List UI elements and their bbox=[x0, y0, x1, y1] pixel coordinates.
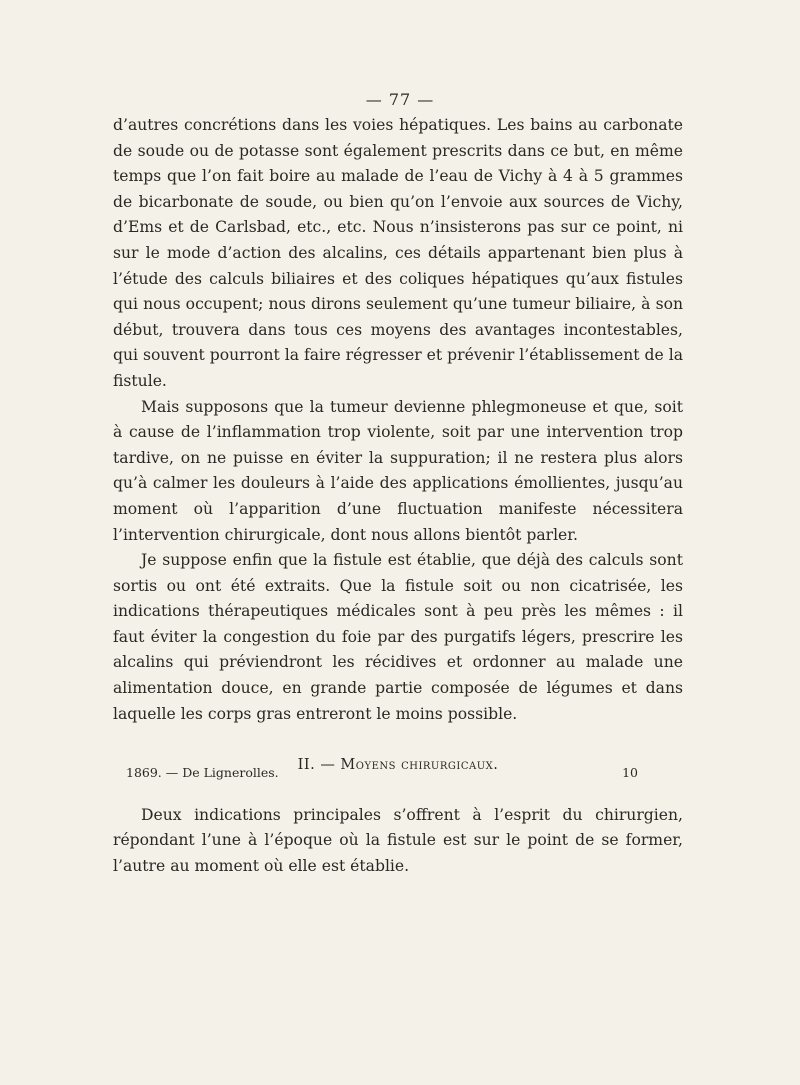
paragraph: Deux indications principales s’offrent à l’esprit du chirurgien, répondant l’une à l’époque où la fistule est sur le point de se former, l’autre au moment où elle est établie. bbox=[113, 805, 683, 876]
section-dash: — bbox=[320, 757, 336, 774]
paragraph: d’autres concrétions dans les voies hépatiques. Les bains au carbonate de soude ou de potasse sont également prescrits dans ce but, en même temps que l’on fait boire au malade de l’eau de Vichy à 4 à 5 grammes de bicarbonate de soude, ou bien qu’on l’envoie aux sources de Vichy, d’Ems et de Carlsbad, etc., etc. Nous n’insisterons pas sur ce point, ni sur le mode d’action des alcalins, ces détails appartenant bien plus à l’étude des calculs biliaires et des coliques hépatiques qu’aux fistules qui nous occupent; nous dirons seulement qu’une tumeur biliaire, à son début, trouvera dans tous ces moyens des avantages incontestables, qui souvent pourront la faire régresser et prévenir l’établissement de la fistule. bbox=[113, 116, 683, 390]
page-footer bbox=[126, 765, 638, 780]
section-title: Moyens chirurgicaux. bbox=[340, 757, 499, 774]
paragraph: Je suppose enfin que la fistule est établie, que déjà des calculs sont sortis ou ont été extraits. Que la fistule soit ou non cicatrisée, les indications thérapeutiques médicales sont à peu près les mêmes : il faut éviter la congestion du foie par des purgatifs légers, prescrire les alcalins qui préviendront les récidives et ordonner au malade une alimentation douce, en grande partie composée de légumes et dans laquelle les corps gras entreront le moins possible. bbox=[113, 551, 683, 723]
paragraph: Mais supposons que la tumeur devienne phlegmoneuse et que, soit à cause de l’inflammation trop violente, soit par une intervention trop tardive, on ne puisse en éviter la suppuration; il ne restera plus alors qu’à calmer les douleurs à l’aide des applications émollientes, jusqu’au moment où l’apparition d’une fluctuation manifeste nécessitera l’intervention chirurgicale, dont nous allons bientôt parler. bbox=[113, 397, 683, 544]
footer-signature: 1869. — De Lignerolles. bbox=[126, 765, 279, 780]
section-numeral: II. bbox=[297, 757, 316, 774]
footer-sheet-number: 10 bbox=[622, 765, 638, 780]
page-number: — 77 — bbox=[365, 90, 435, 109]
